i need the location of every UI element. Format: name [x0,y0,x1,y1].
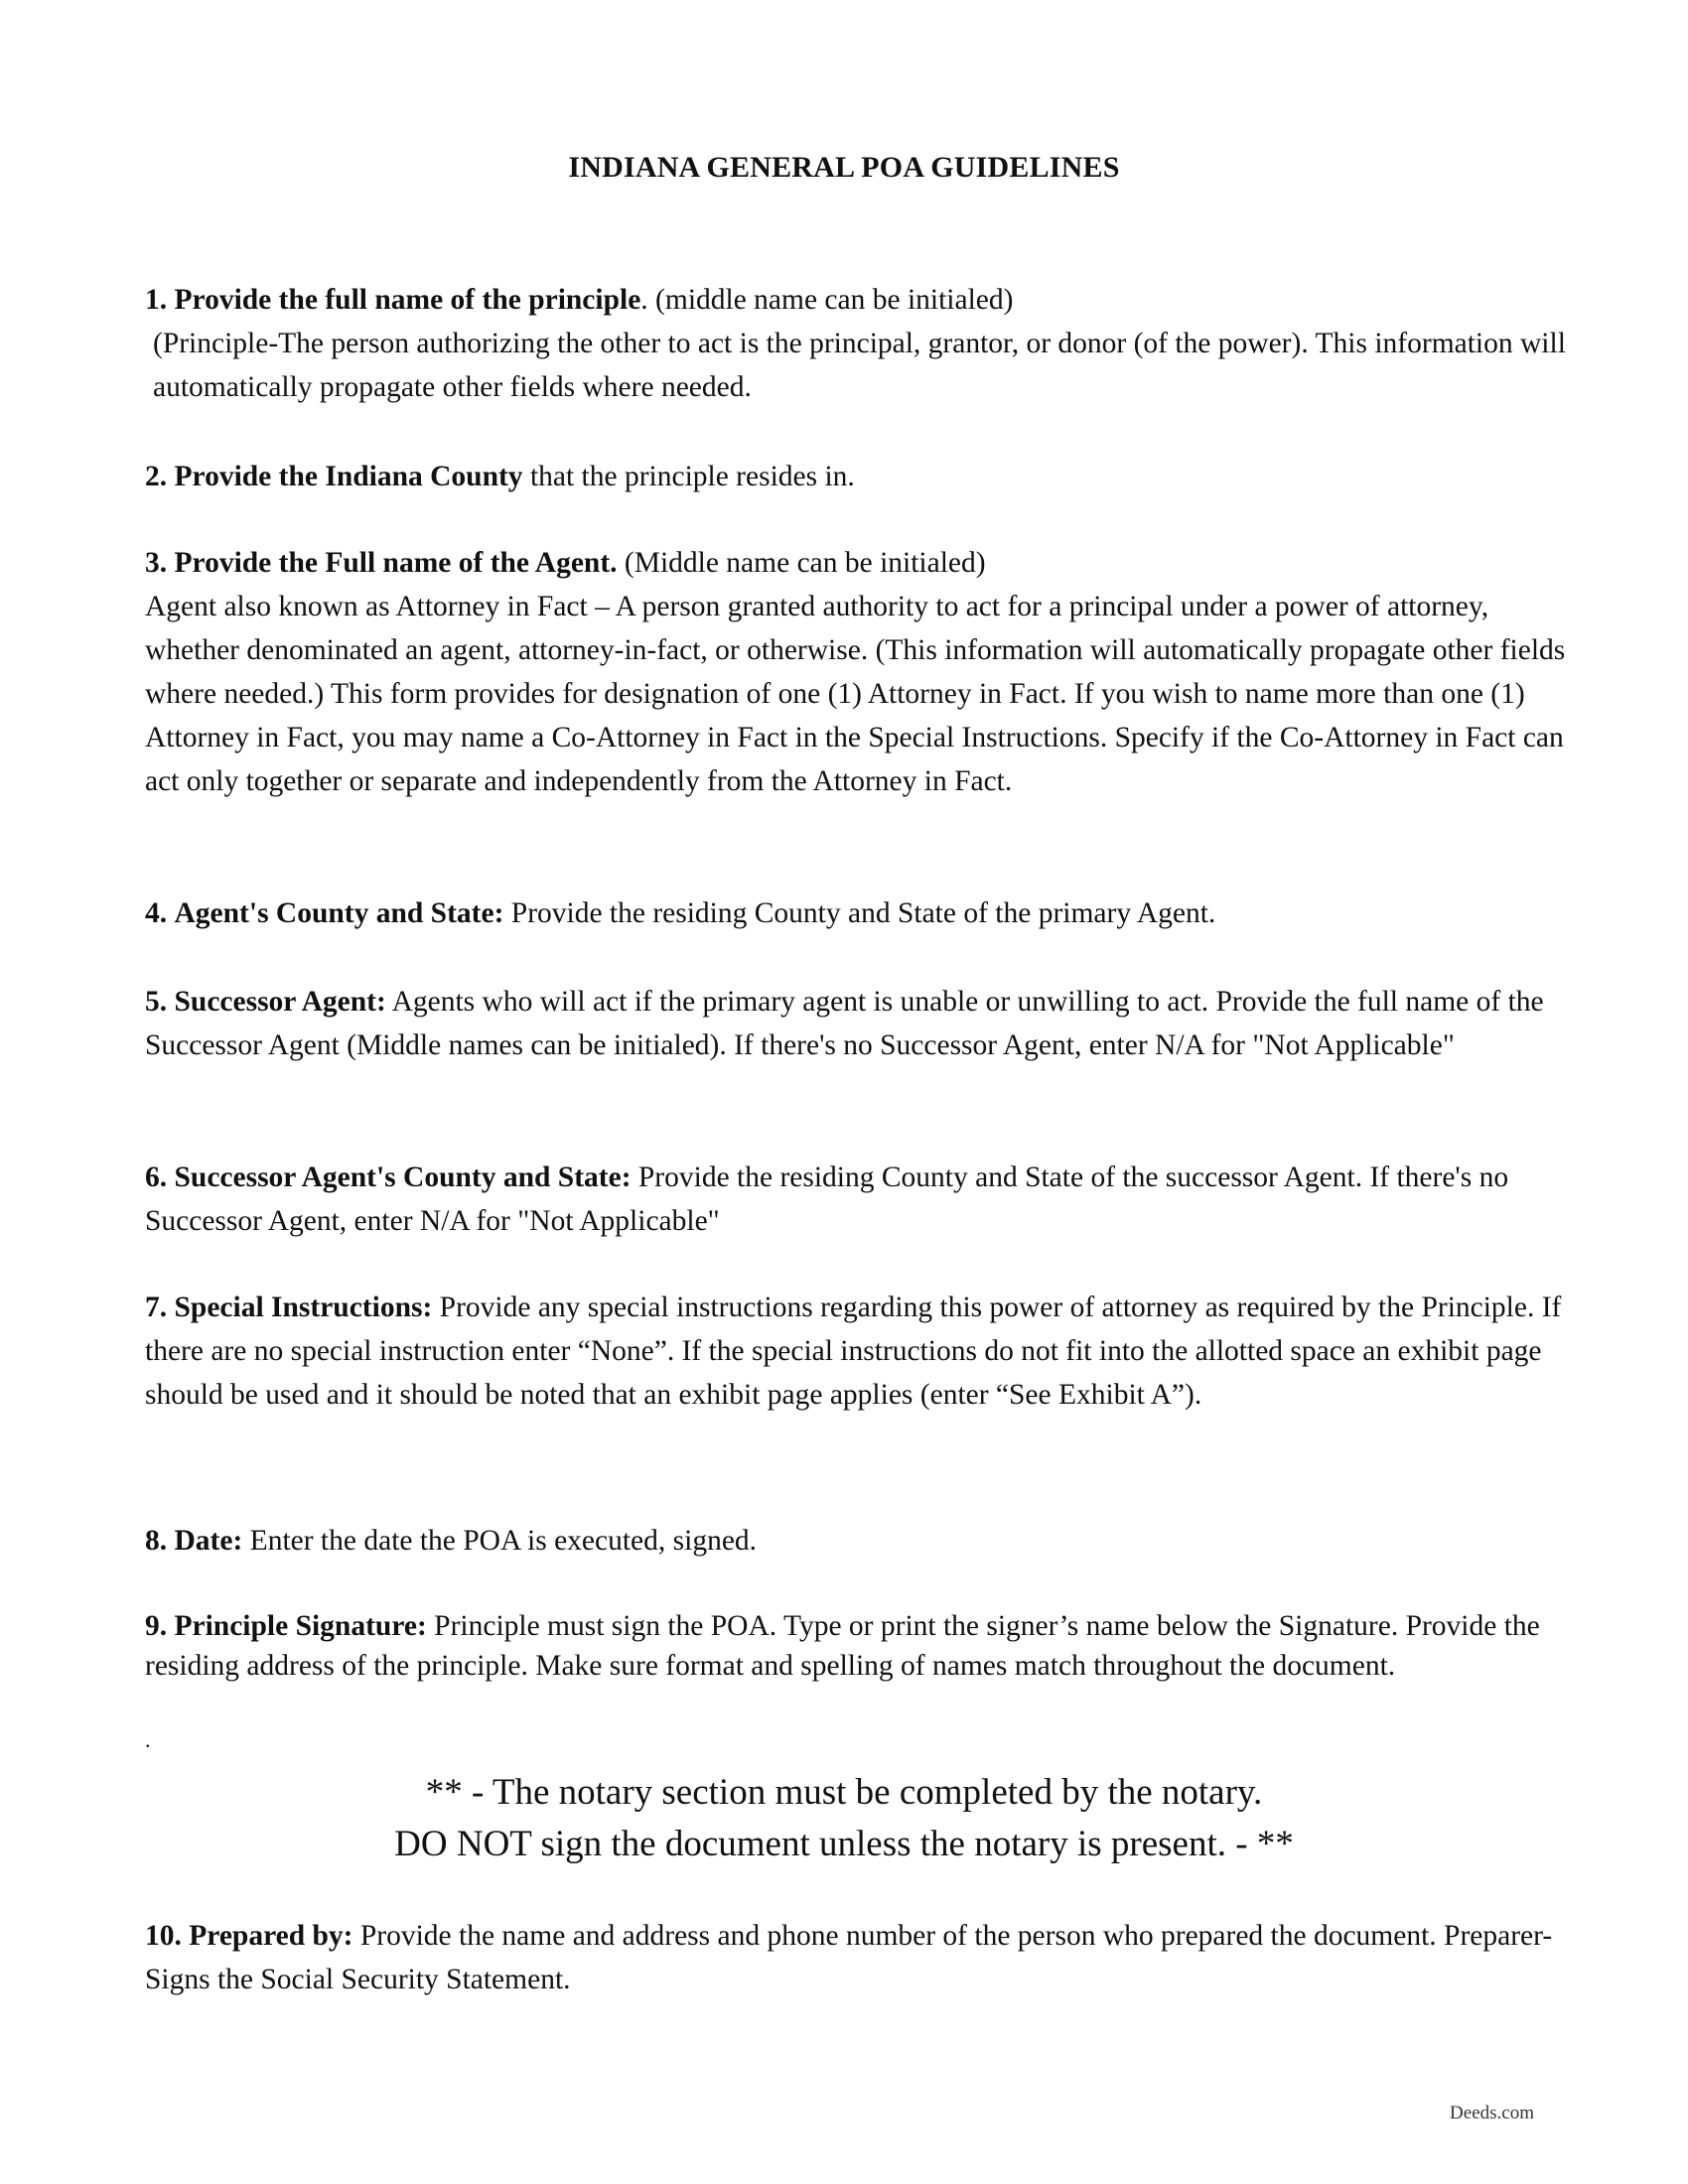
item-heading: Provide the Indiana County [174,461,523,492]
footer-brand: Deeds.com [1450,2103,1534,2123]
item-text: (Middle name can be initialed) [617,547,986,579]
item-number: 5. [145,986,168,1018]
guideline-item-6 [145,1156,1575,1243]
guideline-item-10 [145,1914,1575,2001]
notary-notice [0,1767,1688,1870]
notary-notice-line-1: ** - The notary section must be completed by the notary. [425,1772,1263,1813]
stray-dot: . [145,1727,151,1752]
item-heading: Date: [174,1525,243,1557]
item-number: 3. [145,547,168,579]
item-heading: Agent's County and State: [174,897,504,929]
item-text: Principle must sign the POA. Type or print the signer’s name below the Signature. Provide the residing address of the principle. Make sure format and spelling of names match throughout the document. [145,1610,1540,1682]
document-title: INDIANA GENERAL POA GUIDELINES [568,151,1120,184]
item-heading: Successor Agent's County and State: [174,1161,632,1193]
item-text: . (middle name can be initialed) [640,284,1014,316]
item-heading: Provide the full name of the principle [174,284,641,316]
item-number: 4. [145,897,168,929]
item-heading: Provide the Full name of the Agent. [174,547,618,579]
item-heading: Prepared by: [189,1920,353,1952]
item-number: 7. [145,1292,168,1323]
item-number: 6. [145,1161,168,1193]
item-number: 2. [145,461,168,492]
item-text: Enter the date the POA is executed, signed. [242,1525,758,1557]
guideline-item-8 [145,1519,1575,1563]
guideline-item-5 [145,980,1575,1067]
item-text: that the principle resides in. [522,461,855,492]
item-text: Provide the name and address and phone number of the person who prepared the document. Preparer-Signs the Social Security Statement. [145,1920,1553,1995]
guideline-item-9 [145,1606,1575,1686]
guideline-item-2 [145,455,1575,498]
item-extra: (Principle-The person authorizing the other to act is the principal, grantor, or donor (of the power). This information will automatically propagate other fields where needed. [153,328,1566,403]
item-number: 9. [145,1610,168,1642]
guideline-item-4 [145,891,1575,935]
guideline-item-7 [145,1286,1575,1417]
item-number: 10. [145,1920,182,1952]
notary-notice-line-2: DO NOT sign the document unless the notary is present. - ** [394,1824,1294,1864]
item-number: 8. [145,1525,168,1557]
item-heading: Special Instructions: [174,1292,433,1323]
guideline-item-1 [145,278,1575,409]
item-heading: Successor Agent: [174,986,386,1018]
item-text: Agents who will act if the primary agent is unable or unwilling to act. Provide the full name of the Successor Agent (Middle names can be initialed). If there's no Successor Agent, enter N/A for "Not Applicable" [145,986,1544,1061]
item-text: Provide the residing County and State of the primary Agent. [503,897,1216,929]
guideline-item-3 [145,541,1575,803]
item-number: 1. [145,284,168,316]
item-text: Provide any special instructions regarding this power of attorney as required by the Principle. If there are no special instruction enter “None”. If the special instructions do not fit into the allotted space an exhibit page should be used and it should be noted that an exhibit page applies (enter “See Exhibit A”). [145,1292,1562,1411]
item-heading: Principle Signature: [174,1610,427,1642]
item-text: Provide the residing County and State of the successor Agent. If there's no Successor Agent, enter N/A for "Not Applicable" [145,1161,1509,1237]
item-extra: Agent also known as Attorney in Fact – A person granted authority to act for a principal under a power of attorney, whether denominated an agent, attorney-in-fact, or otherwise. (This information will automatically propagate other fields where needed.) This form provides for designation of one (1) Attorney in Fact. If you wish to name more than one (1) Attorney in Fact, you may name a Co-Attorney in Fact in the Special Instructions. Specify if the Co-Attorney in Fact can act only together or separate and independently from the Attorney in Fact. [145,591,1566,797]
